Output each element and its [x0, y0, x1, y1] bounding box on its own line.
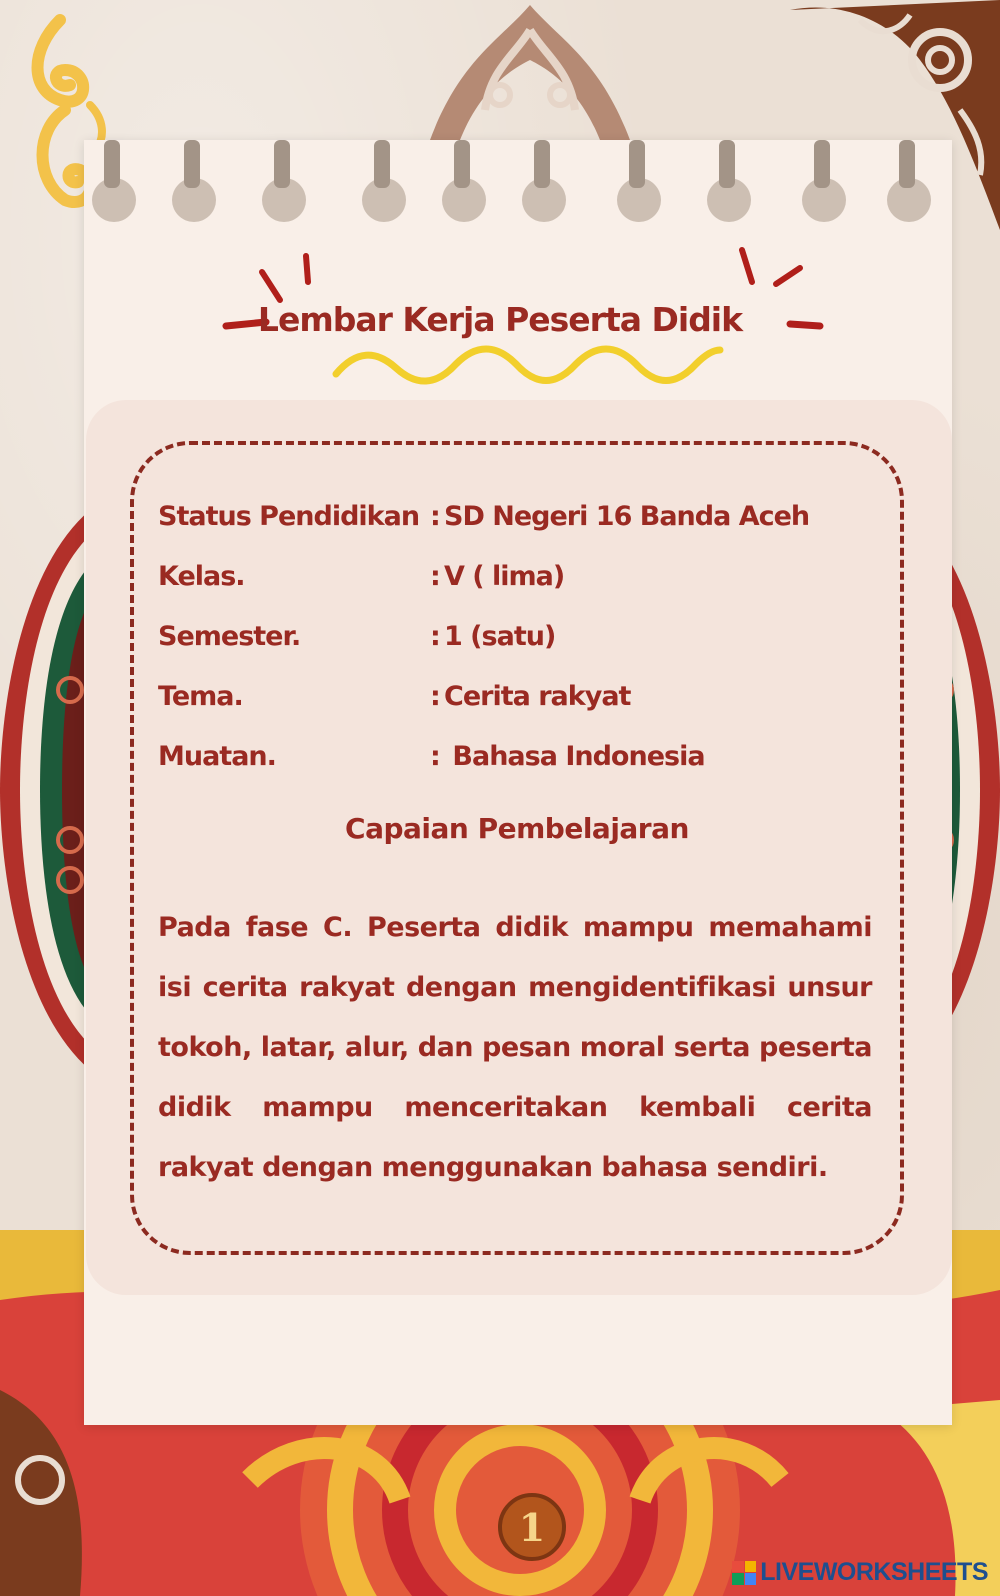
info-value: 1 (satu)	[444, 620, 556, 652]
info-row-tema	[158, 666, 878, 726]
left-mandala-ornament-icon	[0, 510, 90, 1070]
watermark-text: LIVEWORKSHEETS	[760, 1558, 988, 1586]
info-row-semester	[158, 606, 878, 666]
info-label: Muatan.	[158, 740, 276, 772]
info-table	[158, 486, 878, 786]
section-title: Capaian Pembelajaran	[345, 812, 689, 845]
info-value: Cerita rakyat	[444, 680, 631, 712]
info-label: Kelas.	[158, 560, 245, 592]
info-colon: :	[430, 740, 441, 772]
info-colon: :	[430, 560, 441, 592]
top-center-ornament-icon	[420, 0, 640, 145]
info-row-status-pendidikan	[158, 486, 878, 546]
title-container	[0, 300, 1000, 339]
info-label: Status Pendidikan	[158, 500, 420, 532]
info-row-muatan	[158, 726, 878, 786]
info-label: Tema.	[158, 680, 243, 712]
page-title: Lembar Kerja Peserta Didik	[257, 300, 743, 339]
learning-outcome-paragraph: Pada fase C. Peserta didik mampu memahami isi cerita rakyat dengan mengidentifikasi unsur tokoh, latar, alur, dan pesan moral serta peserta didik mampu menceritakan kembali cerita rakyat dengan menggunakan bahasa sendiri.	[158, 912, 872, 1183]
liveworksheets-watermark[interactable]	[732, 1558, 988, 1587]
page-number-badge: 1	[498, 1493, 566, 1561]
info-colon: :	[430, 620, 441, 652]
spiral-binding-icon	[84, 140, 952, 240]
liveworksheets-logo-icon	[732, 1561, 756, 1585]
info-colon: :	[430, 500, 441, 532]
info-label: Semester.	[158, 620, 301, 652]
info-colon: :	[430, 680, 441, 712]
info-value: SD Negeri 16 Banda Aceh	[444, 500, 810, 532]
info-row-kelas	[158, 546, 878, 606]
info-value: V ( lima)	[444, 560, 565, 592]
info-value: Bahasa Indonesia	[444, 740, 705, 772]
